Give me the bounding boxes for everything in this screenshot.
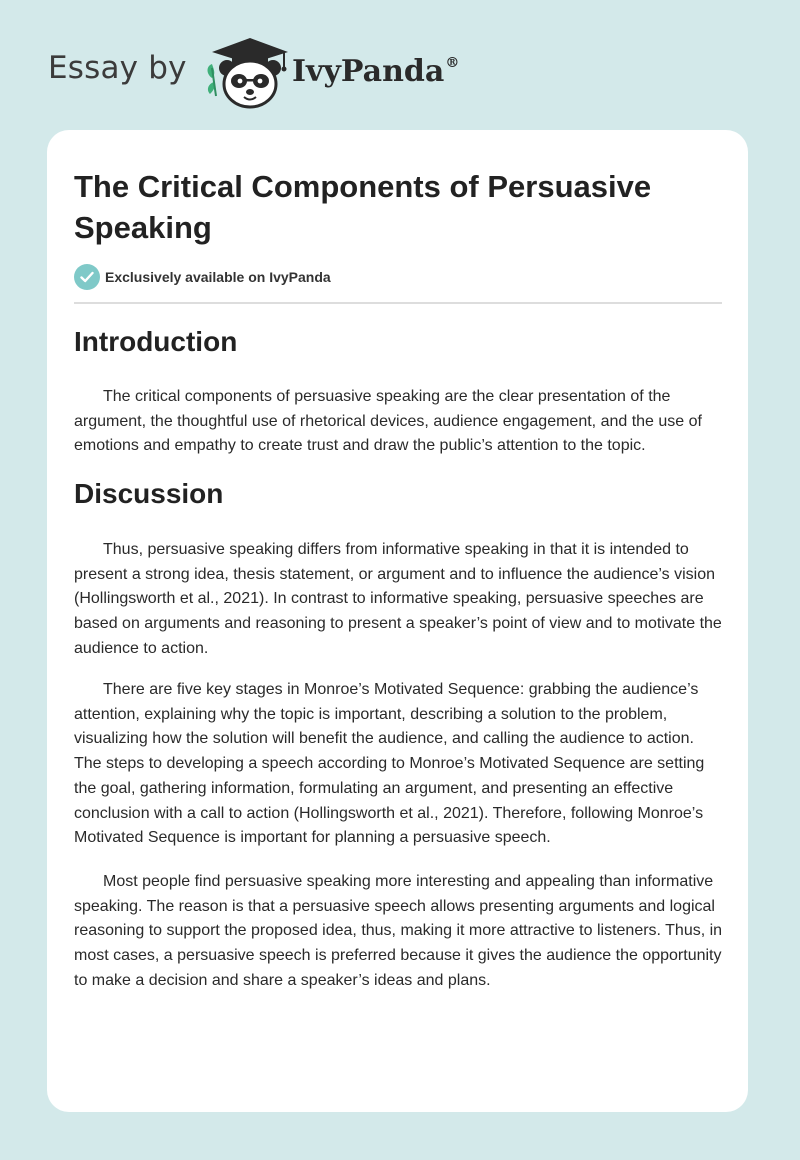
section-heading-introduction: Introduction — [74, 326, 238, 357]
exclusive-badge — [74, 263, 331, 290]
brand-prefix: Essay by — [48, 50, 187, 86]
registered-mark: ® — [445, 55, 460, 71]
paragraph: Most people find persuasive speaking more interesting and appealing than informative speaking. The reason is that a persuasive speech allows presenting arguments and logical reasoning to support the proposed idea, thus, making it more attractive to listeners. Thus, in most cases, a persuasive speech is preferred because it gives the audience the opportunity to make a decision and share a speaker’s ideas and plans. — [74, 873, 723, 989]
paragraph: The critical components of persuasive speaking are the clear presentation of the argument, the thoughtful use of rhetorical devices, audience engagement, and the use of emotions and empathy to create trust and draw the public’s attention to the topic. — [74, 388, 702, 455]
brand-name-text: IvyPanda — [292, 54, 445, 89]
paragraph: Thus, persuasive speaking differs from informative speaking in that it is intended to present a strong idea, thesis statement, or argument and to influence the audience’s vision (Hollingsworth et al., 2021). In contrast to informative speaking, persuasive speeches are based on arguments and reasoning to present a speaker’s point of view and to motivate the audience to action. — [74, 541, 722, 657]
paragraph: There are five key stages in Monroe’s Motivated Sequence: grabbing the audience’s attention, explaining why the topic is important, describing a solution to the problem, visualizing how the solution will benefit the audience, and calling the audience to action. The steps to developing a speech according to Monroe’s Motivated Sequence are setting the goal, gathering information, formulating an argument, and presenting an effective conclusion with a call to action (Hollingsworth et al., 2021). Therefore, following Monroe’s Motivated Sequence is important for planning a persuasive speech. — [74, 681, 705, 847]
check-circle-icon — [74, 264, 100, 290]
divider — [74, 302, 722, 304]
site-header — [0, 0, 800, 130]
brand-name[interactable] — [292, 54, 459, 89]
section-heading-discussion: Discussion — [74, 478, 224, 509]
essay-card — [47, 130, 748, 1112]
badge-text: Exclusively available on IvyPanda — [105, 268, 331, 285]
panda-graduate-icon[interactable] — [200, 34, 292, 110]
page-title: The Critical Components of Persuasive Speaking — [74, 169, 652, 245]
